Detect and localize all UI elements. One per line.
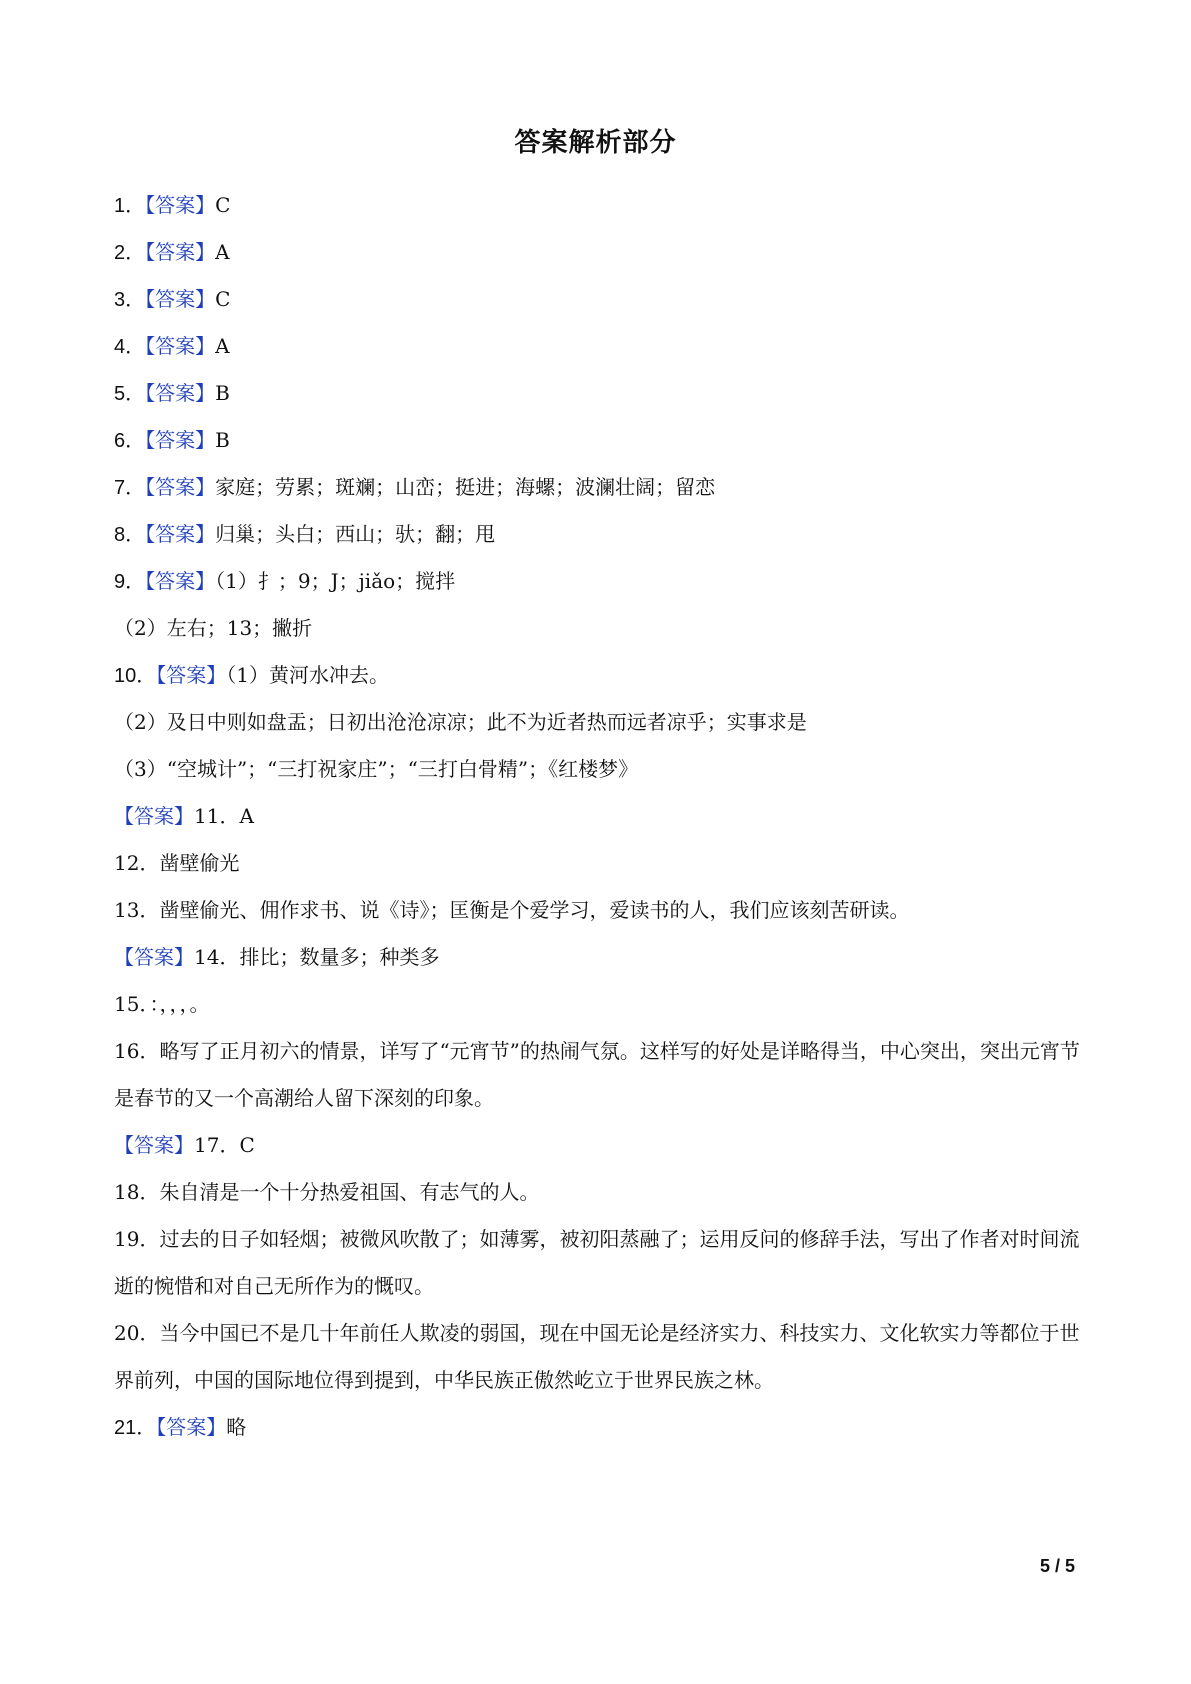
answer-item-16	[114, 1028, 1084, 1122]
answer-text: A	[215, 240, 230, 264]
answer-item-19	[114, 1216, 1084, 1310]
page-number: 5 / 5	[1040, 1556, 1076, 1576]
answer-item-2	[114, 229, 1084, 276]
answer-text: 16．略写了正月初六的情景，详写了“元宵节”的热闹气氛。这样写的好处是详略得当，中心突出，突出元宵节是春节的又一个高潮给人留下深刻的印象。	[114, 1039, 1080, 1110]
answer-text: 归巢；头白；西山；驮；翻；甩	[215, 522, 496, 546]
answer-item-6	[114, 417, 1084, 464]
answer-tag: 【答案】	[145, 569, 216, 593]
answer-tag: 【答案】	[156, 663, 227, 687]
answer-text: 11．A	[194, 804, 254, 828]
answer-text: （3）“空城计”；“三打祝家庄”；“三打白骨精”；《红楼梦》	[114, 757, 639, 781]
answer-item-5	[114, 370, 1084, 417]
answer-tag: 【答案】	[156, 1415, 227, 1439]
answer-item-10-part-2	[114, 699, 1084, 746]
answer-text: 20．当今中国已不是几十年前任人欺凌的弱国，现在中国无论是经济实力、科技实力、文化软实力等都位于世界前列，中国的国际地位得到提到，中华民族正傲然屹立于世界民族之林。	[114, 1321, 1080, 1392]
answer-item-21	[114, 1404, 1084, 1451]
answer-tag: 【答案】	[145, 240, 216, 264]
answer-tag: 【答案】	[114, 945, 194, 969]
item-number: 10．	[114, 665, 157, 687]
item-number: 1．	[114, 195, 146, 217]
item-number: 9．	[114, 571, 146, 593]
answer-text: A	[215, 334, 230, 358]
answer-item-1	[114, 182, 1084, 229]
answer-item-15	[114, 981, 1084, 1028]
answer-item-9-part-2	[114, 605, 1084, 652]
answer-text: 家庭；劳累；斑斓；山峦；挺进；海螺；波澜壮阔；留恋	[215, 475, 716, 499]
answer-item-14	[114, 934, 1084, 981]
answer-text: （2）及日中则如盘盂；日初出沧沧凉凉；此不为近者热而远者凉乎；实事求是	[114, 710, 807, 734]
answer-tag: 【答案】	[145, 287, 216, 311]
answer-text: 13．凿壁偷光、佣作求书、说《诗》；匡衡是个爱学习，爱读书的人，我们应该刻苦研读。	[114, 898, 910, 922]
answer-tag: 【答案】	[145, 475, 216, 499]
item-number: 8．	[114, 524, 146, 546]
answer-text: B	[215, 428, 230, 452]
answer-item-20	[114, 1310, 1084, 1404]
answer-tag: 【答案】	[145, 522, 216, 546]
item-number: 6．	[114, 430, 146, 452]
item-number: 21．	[114, 1417, 157, 1439]
item-number: 3．	[114, 289, 146, 311]
answer-text: C	[215, 193, 231, 217]
answer-tag: 【答案】	[114, 1133, 194, 1157]
item-number: 4．	[114, 336, 146, 358]
answer-item-11	[114, 793, 1084, 840]
page-title: 答案解析部分	[514, 128, 677, 158]
answer-item-9	[114, 558, 1084, 605]
answer-text: 18．朱自清是一个十分热爱祖国、有志气的人。	[114, 1180, 540, 1204]
answer-text: （2）左右；13；撇折	[114, 616, 313, 640]
answer-text: 17．C	[194, 1133, 255, 1157]
answer-item-8	[114, 511, 1084, 558]
answer-item-18	[114, 1169, 1084, 1216]
answer-item-12	[114, 840, 1084, 887]
item-number: 7．	[114, 477, 146, 499]
answer-item-10	[114, 652, 1084, 699]
answer-text: C	[215, 287, 231, 311]
item-number: 5．	[114, 383, 146, 405]
answer-text: B	[215, 381, 230, 405]
answer-tag: 【答案】	[145, 334, 216, 358]
answer-tag: 【答案】	[145, 381, 216, 405]
answer-list	[114, 182, 1084, 1451]
answer-item-3	[114, 276, 1084, 323]
answer-text: （1）黄河水冲去。	[226, 663, 389, 687]
answer-text: 15．：，，，。	[114, 992, 210, 1016]
answer-tag: 【答案】	[114, 804, 194, 828]
answer-item-17	[114, 1122, 1084, 1169]
answer-item-10-part-3	[114, 746, 1084, 793]
answer-item-13	[114, 887, 1084, 934]
item-number: 2．	[114, 242, 146, 264]
answer-text: 略	[226, 1415, 247, 1439]
answer-text: 14．排比；数量多；种类多	[194, 945, 440, 969]
answer-item-4	[114, 323, 1084, 370]
answer-tag: 【答案】	[145, 428, 216, 452]
answer-text: 19．过去的日子如轻烟；被微风吹散了；如薄雾，被初阳蒸融了；运用反问的修辞手法，写出了作者对时间流逝的惋惜和对自己无所作为的慨叹。	[114, 1227, 1080, 1298]
answer-tag: 【答案】	[145, 193, 216, 217]
answer-text: （1）扌；9；J；jiǎo；搅拌	[215, 569, 456, 593]
answer-text: 12．凿壁偷光	[114, 851, 240, 875]
answer-item-7	[114, 464, 1084, 511]
